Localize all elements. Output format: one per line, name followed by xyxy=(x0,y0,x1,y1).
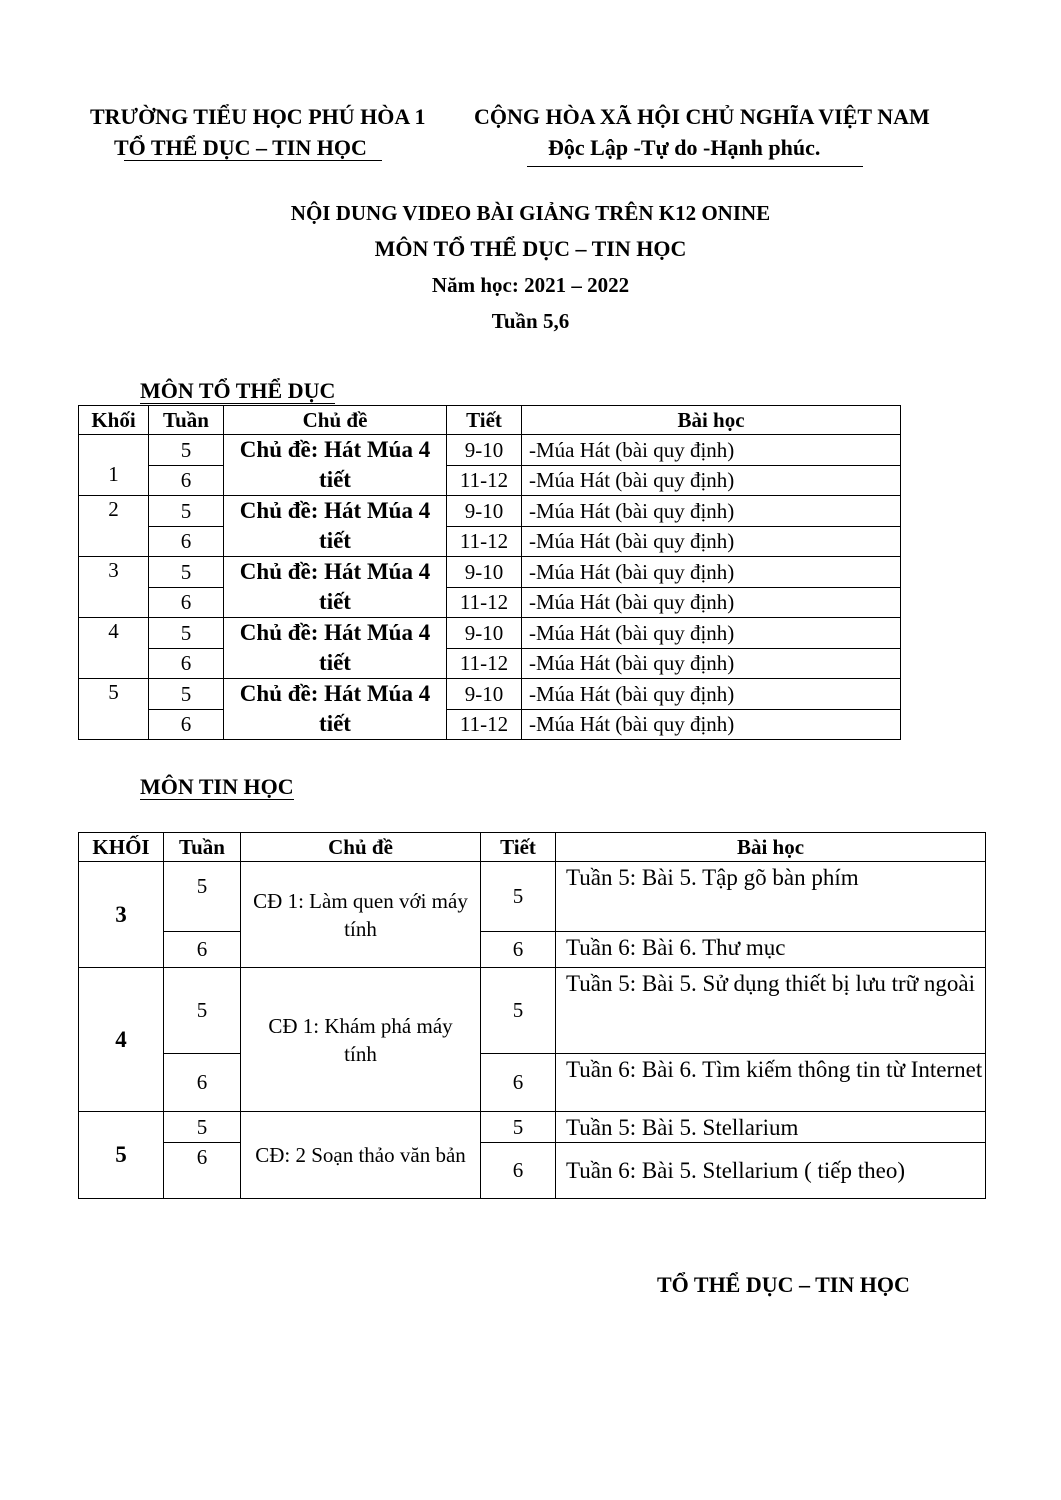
pe-col-khoi: Khối xyxy=(79,406,149,435)
lesson-cell: -Múa Hát (bài quy định) xyxy=(522,557,901,588)
tuan-cell: 5 xyxy=(149,618,224,649)
table-row xyxy=(79,587,901,618)
it-header-row xyxy=(79,833,986,862)
khoi-cell: 1 xyxy=(79,435,149,496)
lesson-cell: -Múa Hát (bài quy định) xyxy=(522,496,901,527)
tiet-cell: 9-10 xyxy=(447,496,522,527)
pe-col-tiet: Tiết xyxy=(447,406,522,435)
table-row xyxy=(79,648,901,679)
tuan-cell: 5 xyxy=(149,557,224,588)
lesson-cell: -Múa Hát (bài quy định) xyxy=(522,526,901,557)
tiet-cell: 11-12 xyxy=(447,526,522,557)
lesson-cell: -Múa Hát (bài quy định) xyxy=(522,648,901,679)
topic-cell: Chủ đề: Hát Múa 4 tiết xyxy=(224,618,447,679)
school-name: TRƯỜNG TIỂU HỌC PHÚ HÒA 1 xyxy=(90,104,426,129)
motto-underline xyxy=(527,166,863,167)
department-name: TỔ THỂ DỤC – TIN HỌC xyxy=(114,135,367,160)
khoi-cell: 3 xyxy=(79,557,149,618)
tuan-cell: 6 xyxy=(149,709,224,740)
topic-cell: CĐ 1: Khám phá máy tính xyxy=(241,968,481,1112)
lesson-cell: -Múa Hát (bài quy định) xyxy=(522,709,901,740)
lesson-cell: Tuần 6: Bài 6. Tìm kiếm thông tin từ Internet xyxy=(556,1054,986,1112)
table-row xyxy=(79,557,901,588)
lesson-cell: -Múa Hát (bài quy định) xyxy=(522,465,901,496)
doc-title: NỘI DUNG VIDEO BÀI GIẢNG TRÊN K12 ONINE xyxy=(290,201,771,225)
table-row xyxy=(79,465,901,496)
it-col-chude: Chủ đề xyxy=(241,833,481,862)
tuan-cell: 6 xyxy=(164,932,241,968)
tiet-cell: 9-10 xyxy=(447,618,522,649)
signature-block: TỔ THỂ DỤC – TIN HỌC xyxy=(657,1272,910,1297)
pe-heading: MÔN TỔ THỂ DỤC xyxy=(140,378,336,403)
tuan-cell: 5 xyxy=(149,679,224,710)
tiet-cell: 9-10 xyxy=(447,435,522,466)
lesson-cell: -Múa Hát (bài quy định) xyxy=(522,587,901,618)
tiet-cell: 9-10 xyxy=(447,557,522,588)
doc-subject: MÔN TỔ THỂ DỤC – TIN HỌC xyxy=(374,236,687,261)
school-year: Năm học: 2021 – 2022 xyxy=(431,273,630,297)
table-row xyxy=(79,968,986,1054)
lesson-cell: Tuần 6: Bài 6. Thư mục xyxy=(556,932,986,968)
tuan-cell: 6 xyxy=(164,1143,241,1199)
tiet-cell: 5 xyxy=(481,1112,556,1143)
pe-col-baihoc: Bài học xyxy=(522,406,901,435)
topic-cell: Chủ đề: Hát Múa 4 tiết xyxy=(224,557,447,618)
tuan-cell: 5 xyxy=(164,1112,241,1143)
tiet-cell: 6 xyxy=(481,1143,556,1199)
it-table xyxy=(78,832,986,1199)
tuan-cell: 5 xyxy=(149,435,224,466)
it-col-baihoc: Bài học xyxy=(556,833,986,862)
tiet-cell: 11-12 xyxy=(447,709,522,740)
table-row xyxy=(79,435,901,466)
department-underline xyxy=(124,160,382,161)
pe-col-chude: Chủ đề xyxy=(224,406,447,435)
table-row xyxy=(79,709,901,740)
tiet-cell: 11-12 xyxy=(447,648,522,679)
table-row xyxy=(79,932,986,968)
lesson-cell: Tuần 5: Bài 5. Sử dụng thiết bị lưu trữ ngoài xyxy=(556,968,986,1054)
topic-cell: CĐ: 2 Soạn thảo văn bản xyxy=(241,1112,481,1199)
tuan-cell: 5 xyxy=(164,968,241,1054)
tuan-cell: 6 xyxy=(149,465,224,496)
khoi-cell: 4 xyxy=(79,968,164,1112)
topic-cell: Chủ đề: Hát Múa 4 tiết xyxy=(224,496,447,557)
lesson-cell: Tuần 5: Bài 5. Stellarium xyxy=(556,1112,986,1143)
table-row xyxy=(79,1054,986,1112)
table-row xyxy=(79,679,901,710)
khoi-cell: 5 xyxy=(79,679,149,740)
tuan-cell: 5 xyxy=(149,496,224,527)
tuan-cell: 6 xyxy=(149,648,224,679)
tiet-cell: 5 xyxy=(481,968,556,1054)
country-name: CỘNG HÒA XÃ HỘI CHỦ NGHĨA VIỆT NAM xyxy=(474,104,930,129)
lesson-cell: -Múa Hát (bài quy định) xyxy=(522,679,901,710)
tiet-cell: 11-12 xyxy=(447,587,522,618)
it-heading: MÔN TIN HỌC xyxy=(140,774,294,799)
khoi-cell: 4 xyxy=(79,618,149,679)
topic-cell: Chủ đề: Hát Múa 4 tiết xyxy=(224,679,447,740)
national-motto: Độc Lập -Tự do -Hạnh phúc. xyxy=(548,135,821,160)
lesson-cell: -Múa Hát (bài quy định) xyxy=(522,435,901,466)
tuan-cell: 6 xyxy=(149,587,224,618)
tiet-cell: 5 xyxy=(481,862,556,932)
khoi-cell: 3 xyxy=(79,862,164,968)
it-col-tiet: Tiết xyxy=(481,833,556,862)
tiet-cell: 9-10 xyxy=(447,679,522,710)
lesson-cell: -Múa Hát (bài quy định) xyxy=(522,618,901,649)
week-label: Tuần 5,6 xyxy=(491,309,570,333)
tiet-cell: 11-12 xyxy=(447,465,522,496)
tuan-cell: 6 xyxy=(149,526,224,557)
table-row xyxy=(79,496,901,527)
lesson-cell: Tuần 5: Bài 5. Tập gõ bàn phím xyxy=(556,862,986,932)
tiet-cell: 6 xyxy=(481,932,556,968)
it-col-khoi: KHỐI xyxy=(79,833,164,862)
lesson-cell: Tuần 6: Bài 5. Stellarium ( tiếp theo) xyxy=(556,1143,986,1199)
table-row xyxy=(79,526,901,557)
khoi-cell: 2 xyxy=(79,496,149,557)
tuan-cell: 6 xyxy=(164,1054,241,1112)
pe-table xyxy=(78,405,901,740)
khoi-cell: 5 xyxy=(79,1112,164,1199)
it-col-tuan: Tuần xyxy=(164,833,241,862)
pe-header-row xyxy=(79,406,901,435)
table-row xyxy=(79,618,901,649)
topic-cell: Chủ đề: Hát Múa 4 tiết xyxy=(224,435,447,496)
table-row xyxy=(79,862,986,932)
pe-col-tuan: Tuần xyxy=(149,406,224,435)
tuan-cell: 5 xyxy=(164,862,241,932)
tiet-cell: 6 xyxy=(481,1054,556,1112)
table-row xyxy=(79,1143,986,1199)
topic-cell: CĐ 1: Làm quen với máy tính xyxy=(241,862,481,968)
table-row xyxy=(79,1112,986,1143)
